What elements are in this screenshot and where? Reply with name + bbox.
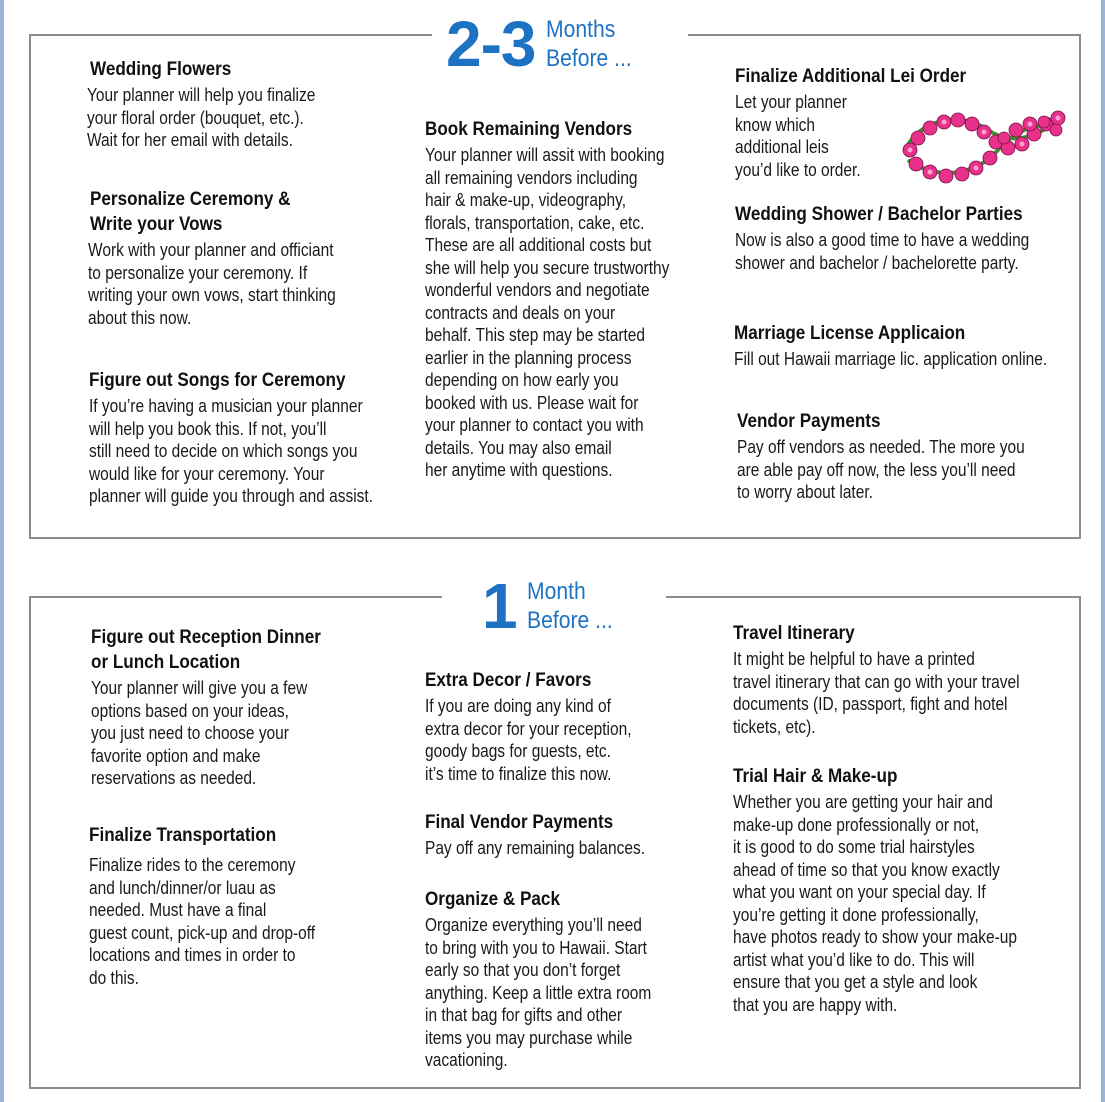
- task-body: Pay off vendors as needed. The more you are able pay off now, the less you’ll need to worry about later.: [737, 437, 1025, 502]
- task-title: Figure out Songs for Ceremony: [89, 370, 346, 391]
- section-heading-1-month: [442, 570, 666, 642]
- task-title: Figure out Reception Dinner or Lunch Location: [91, 627, 321, 673]
- task-body: If you are doing any kind of extra decor for your reception, goody bags for guests, etc. it’s time to finalize this now.: [425, 696, 632, 784]
- task-title: Wedding Flowers: [90, 59, 232, 80]
- task-personalize-ceremony: [90, 187, 420, 329]
- task-body: Your planner will assit with booking all remaining vendors including hair & make-up, videography, florals, transportation, cake, etc. These are all additional costs but she will help you secure trustworthy wonderful vendors and negotiate contracts and deals on your behalf. This step may be started earlier in the planning process depending on how early you booked with us. Please wait for your planner to contact you with details. You may also email her anytime with questions.: [425, 145, 670, 480]
- task-title: Wedding Shower / Bachelor Parties: [735, 204, 1023, 225]
- task-body: Fill out Hawaii marriage lic. application online.: [734, 349, 1048, 369]
- task-wedding-flowers: [87, 57, 420, 152]
- section-number: 2-3: [446, 8, 536, 80]
- section-number: 1: [482, 570, 517, 642]
- task-title: Final Vendor Payments: [425, 812, 614, 833]
- task-title: Organize & Pack: [425, 889, 560, 910]
- task-extra-decor: [425, 668, 715, 785]
- task-organize-pack: [425, 887, 715, 1072]
- task-marriage-license: [734, 321, 1079, 371]
- task-body: Organize everything you’ll need to bring with you to Hawaii. Start early so that you don’t forget anything. Keep a little extra room in that bag for gifts and other items you may purchase while vacationing.: [425, 915, 652, 1070]
- task-vendor-payments: [737, 409, 1077, 504]
- task-body: Work with your planner and officiant to personalize your ceremony. If writing your own vows, start thinking about this now.: [88, 240, 336, 328]
- task-title: Finalize Additional Lei Order: [735, 66, 967, 87]
- task-shower-bachelor: [735, 202, 1075, 274]
- task-body: Your planner will help you finalize your floral order (bouquet, etc.). Wait for her email with details.: [87, 85, 316, 150]
- lei-flower-icon: [898, 90, 1070, 188]
- task-reception-location: [91, 625, 391, 790]
- task-final-vendor-payments: [425, 810, 715, 860]
- task-finalize-transportation: [89, 823, 389, 989]
- task-title: Marriage License Applicaion: [734, 323, 966, 344]
- task-body: Finalize rides to the ceremony and lunch/dinner/or luau as needed. Must have a final guest count, pick-up and drop-off locations and times in order to do this.: [89, 855, 316, 988]
- task-body: Whether you are getting your hair and make-up done professionally or not, it is good to do some trial hairstyles ahead of time so that you know exactly what you want on your special day. If you’re getting it done professionally, have photos ready to show your make-up artist what you’d like to do. This will ensure that you get a style and look that you are happy with.: [733, 792, 1017, 1015]
- task-title: Travel Itinerary: [733, 623, 855, 644]
- task-body: Let your planner know which additional leis you’d like to order.: [735, 92, 861, 180]
- task-title: Trial Hair & Make-up: [733, 766, 898, 787]
- task-body: If you’re having a musician your planner will help you book this. If not, you’ll still need to decide on which songs you would like for your ceremony. Your planner will guide you through and assist.: [89, 396, 373, 506]
- section-label: Months Before ...: [545, 16, 632, 72]
- task-title: Extra Decor / Favors: [425, 670, 592, 691]
- task-body: Now is also a good time to have a wedding shower and bachelor / bachelorette party.: [735, 230, 1030, 273]
- task-title: Book Remaining Vendors: [425, 119, 633, 140]
- task-trial-hair-makeup: [733, 764, 1073, 1016]
- task-title: Finalize Transportation: [89, 825, 277, 846]
- page-edge-left: [0, 0, 4, 1102]
- task-songs-ceremony: [89, 368, 419, 508]
- task-title: Personalize Ceremony & Write your Vows: [90, 189, 291, 235]
- task-body: It might be helpful to have a printed travel itinerary that can go with your travel documents (ID, passport, fight and hotel tickets, etc).: [733, 649, 1020, 737]
- task-body: Pay off any remaining balances.: [425, 838, 646, 858]
- section-heading-2-3-months: [432, 8, 688, 80]
- section-label: Month Before ...: [526, 578, 613, 634]
- page-edge-right: [1101, 0, 1105, 1102]
- task-book-remaining-vendors: [425, 117, 715, 482]
- task-travel-itinerary: [733, 621, 1073, 738]
- task-title: Vendor Payments: [737, 411, 881, 432]
- task-body: Your planner will give you a few options based on your ideas, you just need to choose your favorite option and make reservations as needed.: [91, 678, 308, 788]
